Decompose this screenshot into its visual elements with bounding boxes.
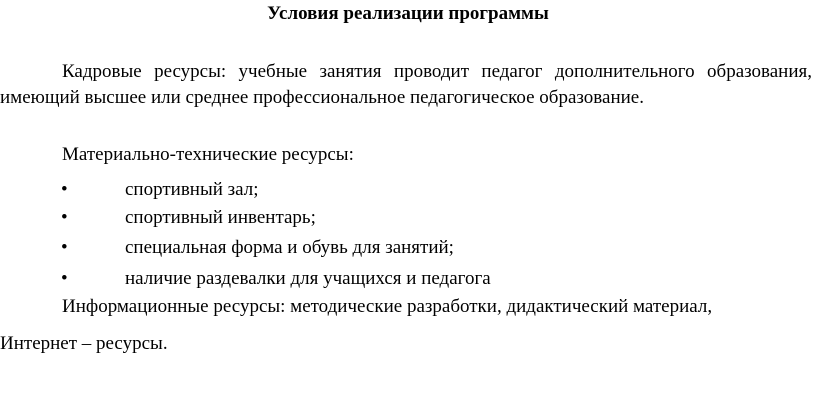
- list-item-text: специальная форма и обувь для занятий;: [125, 237, 454, 258]
- staff-resources-paragraph: Кадровые ресурсы: учебные занятия проводит педагог дополнительного образования, имеющий высшее или среднее профессиональное педагогическое образование.: [0, 61, 812, 108]
- bullet-icon: •: [61, 268, 68, 289]
- document-title: Условия реализации программы: [267, 3, 549, 24]
- list-item-text: спортивный инвентарь;: [125, 207, 316, 228]
- information-resources-continuation: Интернет – ресурсы.: [0, 333, 168, 354]
- list-item-text: наличие раздевалки для учащихся и педагога: [125, 268, 491, 289]
- bullet-icon: •: [61, 237, 68, 258]
- bullet-icon: •: [61, 207, 68, 228]
- information-resources-line: Информационные ресурсы: методические разработки, дидактический материал,: [62, 296, 713, 317]
- bullet-icon: •: [61, 179, 68, 200]
- list-item-text: спортивный зал;: [125, 179, 259, 200]
- material-resources-heading: Материально-технические ресурсы:: [62, 144, 354, 165]
